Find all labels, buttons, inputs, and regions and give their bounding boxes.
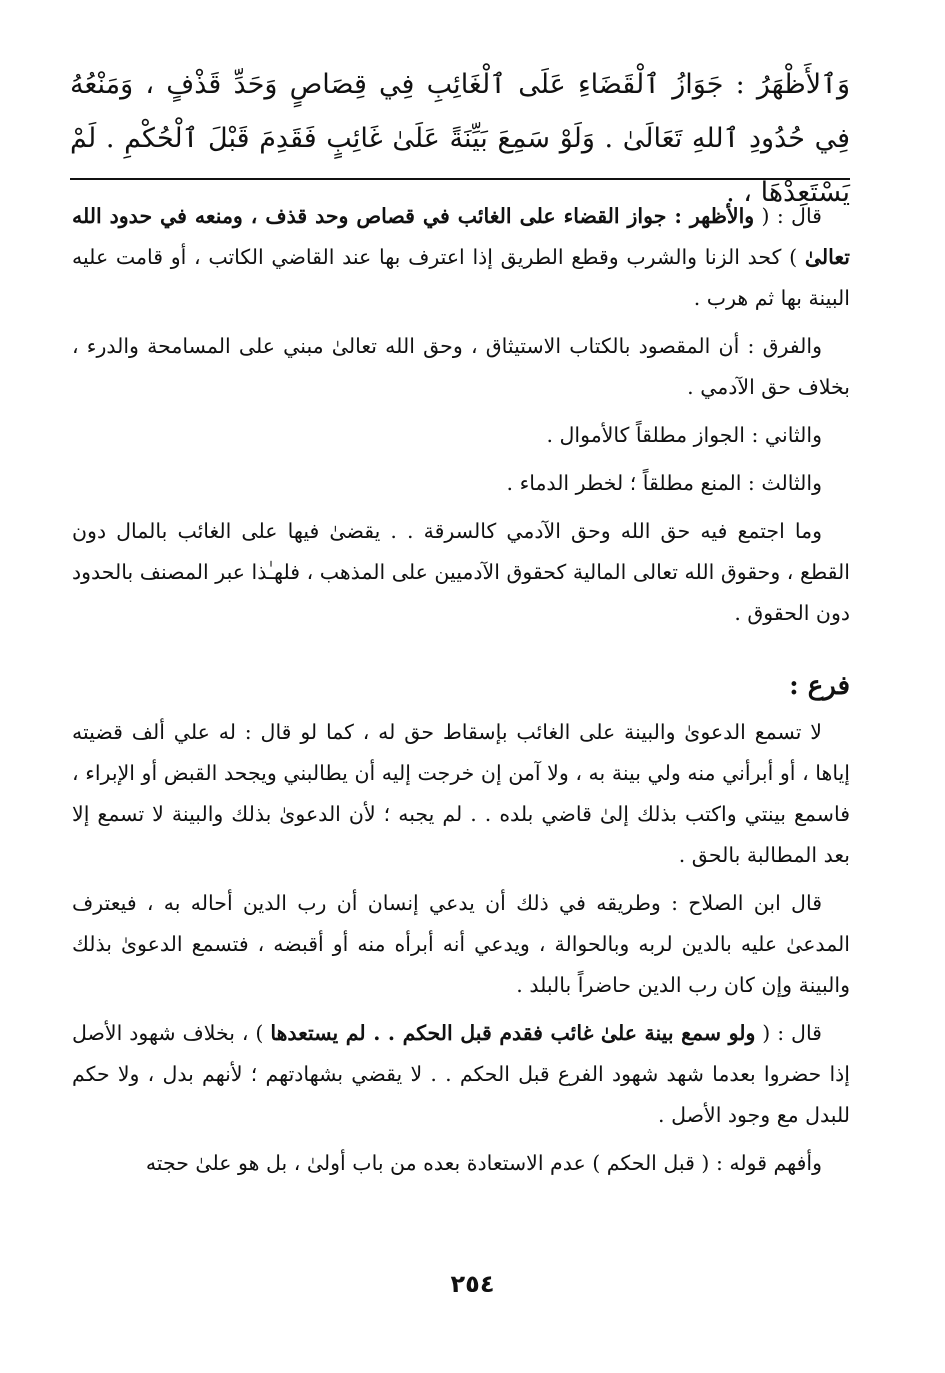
qala-intro: قال : (: [754, 204, 822, 228]
commentary-paragraph-3: والثاني : الجواز مطلقاً كالأموال .: [546, 423, 822, 447]
commentary-paragraph-6: لا تسمع الدعوىٰ والبينة على الغائب بإسقاط حق له ، كما لو قال : له علي ألف قضيته إياها ، أو أبرأني منه ولي بينة به ، ولا آمن إن خرجت إليه أن يطالبني ويجحد القبض أو الإبراء ، فاسمع بينتي واكتب بذلك إلىٰ قاضي بلده . . لم يجبه ؛ لأن الدعوىٰ بذلك والبينة لا تسمع إلا بعد المطالبة بالحق .: [72, 720, 850, 867]
separator-line: [70, 178, 850, 180]
commentary-paragraph-4: والثالث : المنع مطلقاً ؛ لخطر الدماء .: [506, 471, 822, 495]
commentary-paragraph-8: [72, 1013, 850, 1136]
page-number: ٢٥٤: [450, 1270, 495, 1298]
quoted-matn: ولو سمع بينة علىٰ غائب فقدم قبل الحكم . . لم يستعدها: [270, 1021, 756, 1045]
commentary-paragraph-7: قال ابن الصلاح : وطريقه في ذلك أن يدعي إنسان أن رب الدين أحاله به ، فيعترف المدعىٰ عليه بالدين لربه وبالحوالة ، ويدعي أنه أبرأه منه أو أقبضه ، فتسمع الدعوىٰ بذلك والبينة وإن كان رب الدين حاضراً بالبلد .: [72, 891, 850, 997]
quoted-matn: والأظهر : جواز القضاء على الغائب في قصاص وحد قذف ، ومنعه في حدود الله تعالىٰ: [72, 204, 850, 269]
commentary-paragraph-5: وما اجتمع فيه حق الله وحق الآدمي كالسرقة . . يقضىٰ فيها على الغائب بالمال دون القطع ، وحقوق الله تعالى المالية كحقوق الآدميين على المذهب ، فلهـٰذا عبر المصنف بالحدود دون الحقوق .: [72, 519, 850, 625]
commentary-text: [72, 196, 850, 1191]
matn-line: وَٱلأَظْهَرُ : جَوَازُ ٱلْقَضَاءِ عَلَى ٱلْغَائِبِ فِي قِصَاصٍ وَحَدِّ قَذْفٍ ، وَمَنْعُهُ فِي حُدُودِ ٱللهِ تَعَالَىٰ . وَلَوْ سَمِعَ بَيِّنَةً عَلَىٰ غَائِبٍ فَقَدِمَ قَبْلَ ٱلْحُكْمِ . لَمْ يَسْتَعِدْهَا ، .: [70, 69, 850, 208]
commentary-paragraph-1: [72, 196, 850, 319]
commentary-paragraph-9: وأفهم قوله : ( قبل الحكم ) عدم الاستعادة بعده من باب أولىٰ ، بل هو علىٰ حجته: [145, 1151, 822, 1175]
commentary-paragraph-2: والفرق : أن المقصود بالكتاب الاستيثاق ، وحق الله تعالىٰ مبني على المسامحة والدرء ، بخلاف حق الآدمي .: [72, 334, 850, 399]
commentary-continuation: ) كحد الزنا والشرب وقطع الطريق إذا اعترف بها عند القاضي الكاتب ، أو قامت عليه البينة بها ثم هرب .: [72, 245, 850, 310]
section-heading: فرع :: [789, 671, 850, 701]
qala-intro: قال : (: [755, 1021, 822, 1045]
commentary-continuation: ) ، بخلاف شهود الأصل إذا حضروا بعدما شهد شهود الفرع قبل الحكم . . لا يقضي بشهادتهم ؛ لأنهم بدل ، ولا حكم للبدل مع وجود الأصل .: [72, 1021, 850, 1127]
